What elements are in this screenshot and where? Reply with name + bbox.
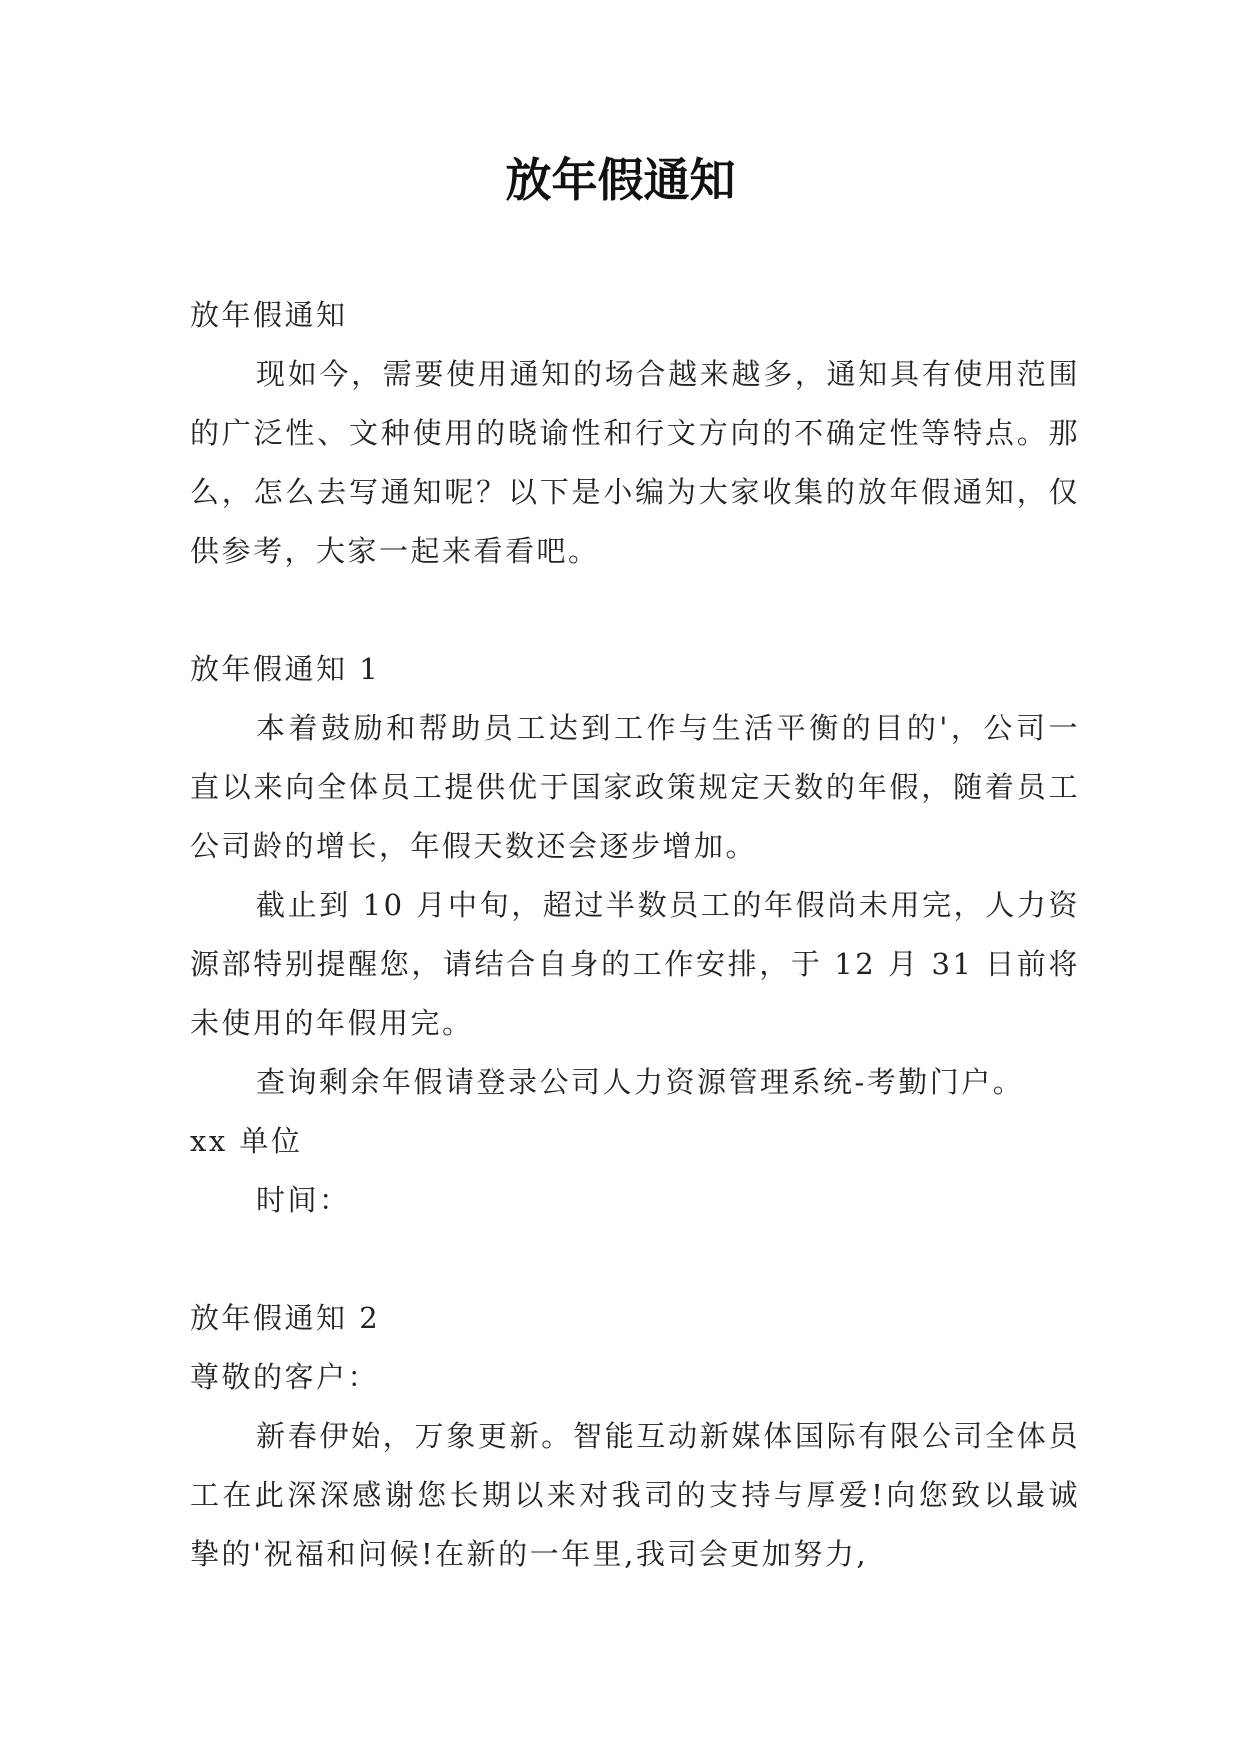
notice1-heading: 放年假通知 1 [190, 652, 381, 686]
notice2-paragraph-1: 新春伊始，万象更新。智能互动新媒体国际有限公司全体员工在此深深感谢您长期以来对我司的支持与厚爱!向您致以最诚挚的'祝福和问候!在新的一年里,我司会更加努力, [190, 1419, 1080, 1571]
notice1-paragraph-2: 截止到 10 月中旬，超过半数员工的年假尚未用完，人力资源部特别提醒您，请结合自身的工作安排，于 12 月 31 日前将未使用的年假用完。 [190, 888, 1080, 1040]
notice2-salutation: 尊敬的客户： [190, 1360, 380, 1394]
section-spacer [190, 581, 1080, 640]
notice1-paragraph-1: 本着鼓励和帮助员工达到工作与生活平衡的目的'，公司一直以来向全体员工提供优于国家政策规定天数的年假，随着员工公司龄的增长，年假天数还会逐步增加。 [190, 711, 1080, 863]
notice1-signature: xx 单位 [190, 1124, 303, 1158]
intro-heading: 放年假通知 [190, 298, 348, 332]
notice2-heading: 放年假通知 2 [190, 1301, 381, 1335]
document-body [190, 286, 1080, 1584]
notice1-paragraph-3: 查询剩余年假请登录公司人力资源管理系统-考勤门户。 [256, 1065, 1025, 1099]
notice1-time-label: 时间： [256, 1183, 351, 1217]
intro-paragraph: 现如今，需要使用通知的场合越来越多，通知具有使用范围的广泛性、文种使用的晓谕性和行文方向的不确定性等特点。那么，怎么去写通知呢？以下是小编为大家收集的放年假通知，仅供参考，大家一起来看看吧。 [190, 357, 1080, 568]
section-spacer [190, 1230, 1080, 1289]
document-title: 放年假通知 [505, 153, 736, 207]
